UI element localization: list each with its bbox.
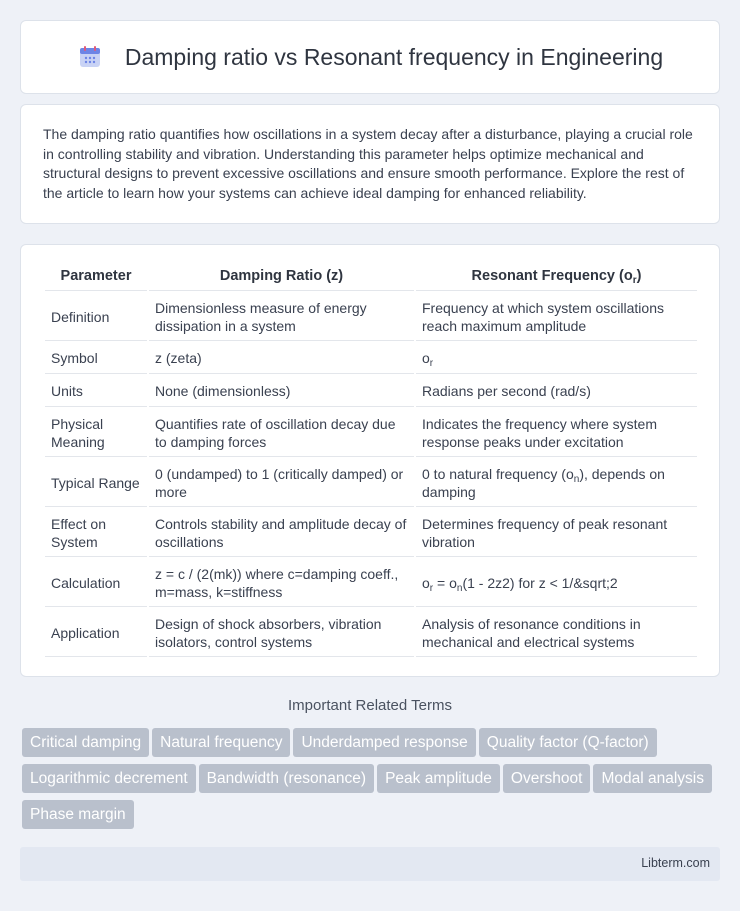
cell-resonant: Determines frequency of peak resonant vibration	[416, 509, 697, 557]
table-row	[45, 559, 697, 607]
related-term-tag[interactable]: Phase margin	[22, 800, 134, 829]
header-parameter: Parameter	[45, 261, 147, 291]
related-term-tag[interactable]: Critical damping	[22, 728, 149, 757]
table-header-row	[45, 261, 697, 291]
related-term-tag[interactable]: Peak amplitude	[377, 764, 500, 793]
cell-damping: z (zeta)	[149, 343, 414, 374]
table-row	[45, 609, 697, 657]
comparison-table	[43, 259, 699, 659]
related-terms-title: Important Related Terms	[288, 697, 452, 714]
cell-resonant: Indicates the frequency where system response peaks under excitation	[416, 409, 697, 457]
cell-damping: 0 (undamped) to 1 (critically damped) or more	[149, 459, 414, 507]
cell-damping: z = c / (2(mk)) where c=damping coeff., m=mass, k=stiffness	[149, 559, 414, 607]
related-terms-list	[22, 728, 722, 836]
cell-parameter: Symbol	[45, 343, 147, 374]
related-term-tag[interactable]: Overshoot	[503, 764, 591, 793]
related-term-tag[interactable]: Natural frequency	[152, 728, 290, 757]
cell-damping: None (dimensionless)	[149, 376, 414, 407]
cell-damping: Quantifies rate of oscillation decay due to damping forces	[149, 409, 414, 457]
table-row	[45, 343, 697, 374]
related-term-tag[interactable]: Underdamped response	[293, 728, 475, 757]
header-resonant-frequency: Resonant Frequency $(o_r)$	[416, 261, 697, 291]
cell-parameter: Definition	[45, 293, 147, 341]
table-row	[45, 376, 697, 407]
cell-parameter: Application	[45, 609, 147, 657]
cell-resonant: $o_r$	[416, 343, 697, 374]
cell-damping: Design of shock absorbers, vibration isolators, control systems	[149, 609, 414, 657]
cell-parameter: Calculation	[45, 559, 147, 607]
table-row	[45, 293, 697, 341]
table-row	[45, 509, 697, 557]
cell-parameter: Typical Range	[45, 459, 147, 507]
cell-resonant: Frequency at which system oscillations reach maximum amplitude	[416, 293, 697, 341]
cell-parameter: Effect on System	[45, 509, 147, 557]
cell-resonant: Analysis of resonance conditions in mechanical and electrical systems	[416, 609, 697, 657]
cell-resonant: $o_r = o_n(1 - 2z2)$ for z < 1/&sqrt;2	[416, 559, 697, 607]
related-term-tag[interactable]: Logarithmic decrement	[22, 764, 196, 793]
calendar-icon	[77, 44, 103, 70]
header-damping-ratio: Damping Ratio (z)	[149, 261, 414, 291]
footer-brand-link[interactable]: Libterm.com	[641, 856, 710, 870]
cell-resonant: 0 to natural frequency $(o_n)$, depends on damping	[416, 459, 697, 507]
cell-damping: Dimensionless measure of energy dissipation in a system	[149, 293, 414, 341]
comparison-card	[20, 244, 720, 677]
page-title: Damping ratio vs Resonant frequency in Engineering	[124, 43, 664, 70]
cell-parameter: Physical Meaning	[45, 409, 147, 457]
cell-resonant: Radians per second (rad/s)	[416, 376, 697, 407]
footer	[20, 847, 720, 881]
related-term-tag[interactable]: Modal analysis	[593, 764, 712, 793]
related-term-tag[interactable]: Bandwidth (resonance)	[199, 764, 374, 793]
table-row	[45, 409, 697, 457]
cell-damping: Controls stability and amplitude decay of oscillations	[149, 509, 414, 557]
intro-paragraph: The damping ratio quantifies how oscillations in a system decay after a disturbance, playing a crucial role in controlling stability and vibration. Understanding this parameter helps optimize mechanical and structural designs to prevent excessive oscillations and ensure smooth performance. Explore the rest of the article to learn how your systems can achieve ideal damping for enhanced reliability.	[43, 126, 693, 201]
header-card	[20, 20, 720, 94]
table-row	[45, 459, 697, 507]
intro-card	[20, 104, 720, 224]
cell-parameter: Units	[45, 376, 147, 407]
related-term-tag[interactable]: Quality factor (Q-factor)	[479, 728, 657, 757]
